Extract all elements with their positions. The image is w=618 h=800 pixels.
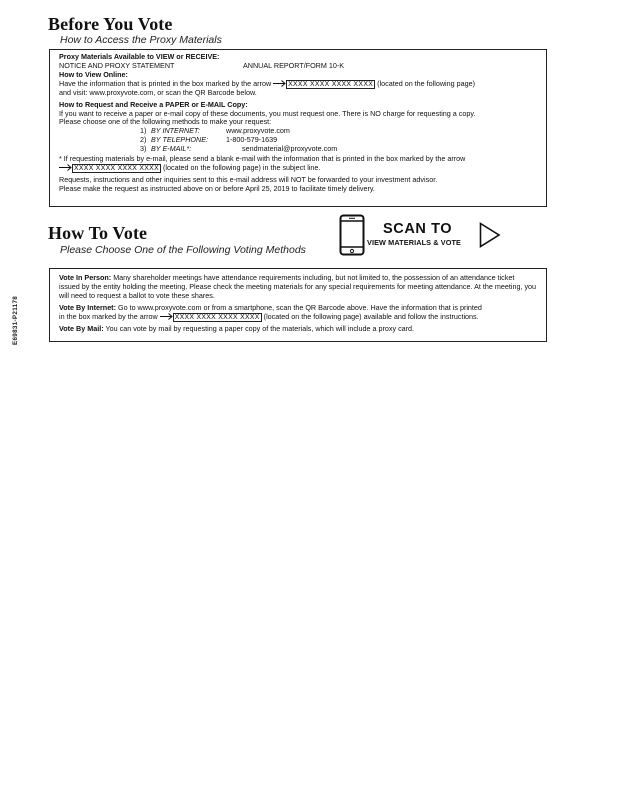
before-you-vote-subtitle: How to Access the Proxy Materials <box>60 34 222 46</box>
email-note-line-2 <box>59 164 537 173</box>
vote-by-mail-text: You can vote by mail by requesting a paper copy of the materials, which will include a proxy card. <box>105 323 415 333</box>
scan-to-view-callout <box>339 214 504 256</box>
vote-in-person <box>59 274 537 301</box>
vote-by-internet <box>59 304 537 322</box>
how-to-vote-title: How To Vote <box>48 223 148 243</box>
right-arrow-icon <box>59 164 72 171</box>
email-note-line-1: * If requesting materials by e-mail, please send a blank e-mail with the information that is printed in the box marked by the arrow <box>59 154 466 164</box>
proxy-access-box <box>49 49 547 207</box>
vote-by-mail <box>59 325 537 334</box>
method-label: BY INTERNET: <box>151 126 200 136</box>
request-copy-text-2: Please choose one of the following methods to make your request: <box>59 117 272 127</box>
vote-by-internet-label: Vote By Internet: <box>59 302 116 312</box>
vote-in-person-label: Vote In Person: <box>59 273 112 282</box>
view-materials-vote-label: VIEW MATERIALS & VOTE <box>367 238 461 247</box>
request-method-telephone <box>140 136 537 145</box>
vote-by-internet-text-2: in the box marked by the arrow <box>59 311 158 321</box>
method-value: www.proxyvote.com <box>226 126 290 136</box>
materials-heading: Proxy Materials Available to VIEW or RECEIVE: <box>59 52 220 61</box>
control-number-box: XXXX XXXX XXXX XXXX <box>74 164 159 172</box>
vote-by-internet-text: Go to www.proxyvote.com or from a smartphone, scan the QR Barcode above. Have the information that is printed <box>117 302 482 312</box>
vote-in-person-text: Many shareholder meetings have attendance requirements including, but not limited to, the possession of an attendance ticket issued by the entity holding the meeting. Please check the meeting materials for any special requirements for meeting attendance. At the meeting, you will need to request a ballot to vote these shares. <box>59 273 537 300</box>
method-value: sendmaterial@proxyvote.com <box>242 144 338 154</box>
right-arrow-icon <box>160 313 173 320</box>
voting-methods-box <box>49 268 547 342</box>
right-arrow-icon <box>273 80 286 87</box>
view-online-text: Have the information that is printed in the box marked by the arrow <box>59 78 272 88</box>
scan-to-heading: SCAN TO <box>383 221 453 237</box>
document-code: E69831-P21178 <box>12 295 19 345</box>
request-copy-heading: How to Request and Receive a PAPER or E-MAIL Copy: <box>59 99 248 109</box>
method-number: 1) <box>140 126 147 136</box>
method-label: BY TELEPHONE: <box>151 135 208 145</box>
request-methods-list <box>140 127 537 154</box>
view-online-location: (located on the following page) <box>377 78 476 88</box>
view-online-line-2: and visit: www.proxyvote.com, or scan the QR Barcode below. <box>59 87 257 97</box>
vote-by-internet-text-3: (located on the following page) available and follow the instructions. <box>263 311 479 321</box>
how-to-vote-subtitle: Please Choose One of the Following Voting Methods <box>60 244 306 256</box>
method-label: BY E-MAIL*: <box>151 144 192 154</box>
play-triangle-icon <box>479 222 501 248</box>
view-online-heading: How to View Online: <box>59 69 128 79</box>
material-annual-report: ANNUAL REPORT/FORM 10-K <box>243 60 345 70</box>
footer-note-2: Please make the request as instructed above on or before April 25, 2019 to facilitate timely delivery. <box>59 183 375 193</box>
method-number: 3) <box>140 144 147 154</box>
material-notice: NOTICE AND PROXY STATEMENT <box>59 60 175 70</box>
control-number-box: XXXX XXXX XXXX XXXX <box>288 80 374 88</box>
vote-by-mail-label: Vote By Mail: <box>59 323 104 333</box>
smartphone-icon <box>339 214 365 256</box>
method-number: 2) <box>140 135 147 145</box>
request-copy-text-1: If you want to receive a paper or e-mail copy of these documents, you must request one. There is NO charge for requesting a copy. <box>59 108 476 118</box>
request-method-email <box>140 145 537 154</box>
method-value: 1-800-579-1639 <box>226 135 278 145</box>
before-you-vote-title: Before You Vote <box>48 14 173 34</box>
footer-note-1: Requests, instructions and other inquiries sent to this e-mail address will NOT be forwarded to your investment advisor. <box>59 174 438 184</box>
email-note-location: (located on the following page) in the subject line. <box>162 162 321 172</box>
control-number-box: XXXX XXXX XXXX XXXX <box>174 313 260 321</box>
materials-list <box>59 62 537 71</box>
